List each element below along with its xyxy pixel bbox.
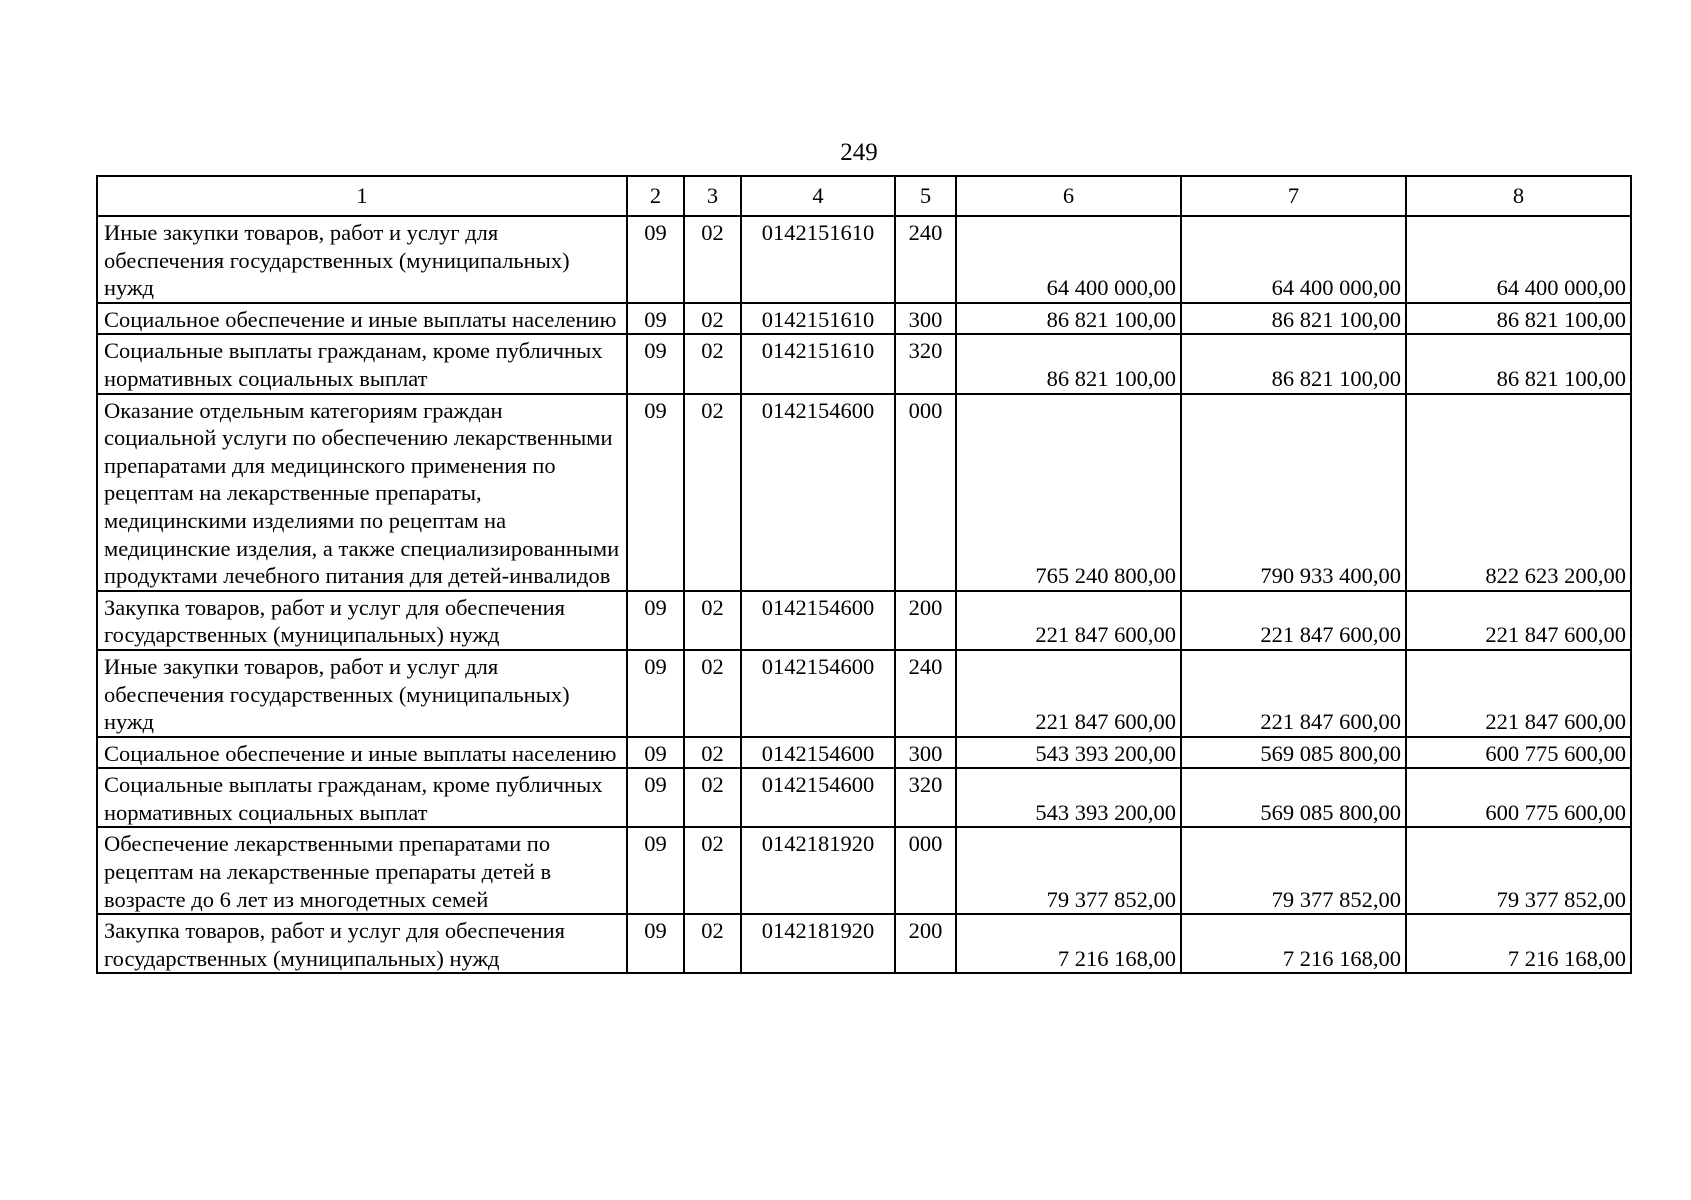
row-target-article-code: 0142181920 bbox=[741, 914, 895, 973]
row-target-article-code: 0142151610 bbox=[741, 303, 895, 335]
row-amount-col8: 221 847 600,00 bbox=[1406, 591, 1631, 650]
row-subsection-code: 02 bbox=[684, 394, 741, 591]
row-section-code: 09 bbox=[627, 394, 684, 591]
row-amount-col6: 221 847 600,00 bbox=[956, 650, 1181, 737]
row-subsection-code: 02 bbox=[684, 768, 741, 827]
row-target-article-code: 0142154600 bbox=[741, 394, 895, 591]
row-amount-col7: 7 216 168,00 bbox=[1181, 914, 1406, 973]
header-cell-7: 7 bbox=[1181, 176, 1406, 216]
row-amount-col7: 569 085 800,00 bbox=[1181, 768, 1406, 827]
row-amount-col7: 86 821 100,00 bbox=[1181, 334, 1406, 393]
row-subsection-code: 02 bbox=[684, 216, 741, 303]
table-row bbox=[97, 394, 1631, 591]
table-row bbox=[97, 303, 1631, 335]
row-amount-col6: 543 393 200,00 bbox=[956, 768, 1181, 827]
row-section-code: 09 bbox=[627, 768, 684, 827]
row-target-article-code: 0142154600 bbox=[741, 591, 895, 650]
row-amount-col6: 221 847 600,00 bbox=[956, 591, 1181, 650]
row-target-article-code: 0142154600 bbox=[741, 737, 895, 769]
header-cell-8: 8 bbox=[1406, 176, 1631, 216]
row-target-article-code: 0142151610 bbox=[741, 216, 895, 303]
table-row bbox=[97, 737, 1631, 769]
row-amount-col6: 86 821 100,00 bbox=[956, 303, 1181, 335]
row-subsection-code: 02 bbox=[684, 650, 741, 737]
table-row bbox=[97, 768, 1631, 827]
row-amount-col8: 86 821 100,00 bbox=[1406, 334, 1631, 393]
row-expense-type-code: 300 bbox=[895, 303, 956, 335]
row-expense-type-code: 320 bbox=[895, 768, 956, 827]
row-amount-col6: 543 393 200,00 bbox=[956, 737, 1181, 769]
page-number: 249 bbox=[840, 139, 878, 166]
row-name-cell: Иные закупки товаров, работ и услуг для обеспечения государственных (муниципальных) нужд bbox=[97, 650, 627, 737]
row-amount-col8: 7 216 168,00 bbox=[1406, 914, 1631, 973]
header-cell-2: 2 bbox=[627, 176, 684, 216]
row-name-cell: Социальное обеспечение и иные выплаты населению bbox=[97, 737, 627, 769]
budget-table bbox=[96, 175, 1632, 974]
table-row bbox=[97, 650, 1631, 737]
row-name-cell: Социальные выплаты гражданам, кроме публичных нормативных социальных выплат bbox=[97, 768, 627, 827]
row-amount-col6: 765 240 800,00 bbox=[956, 394, 1181, 591]
row-name-cell: Оказание отдельным категориям граждан социальной услуги по обеспечению лекарственными препаратами для медицинского применения по рецептам на лекарственные препараты, медицинскими изделиями по рецептам на медицинские изделия, а также специализированными продуктами лечебного питания для детей-инвалидов bbox=[97, 394, 627, 591]
row-name-cell: Закупка товаров, работ и услуг для обеспечения государственных (муниципальных) нужд bbox=[97, 591, 627, 650]
table-body bbox=[97, 176, 1631, 973]
row-section-code: 09 bbox=[627, 303, 684, 335]
row-amount-col7: 86 821 100,00 bbox=[1181, 303, 1406, 335]
row-section-code: 09 bbox=[627, 334, 684, 393]
row-section-code: 09 bbox=[627, 216, 684, 303]
row-amount-col7: 790 933 400,00 bbox=[1181, 394, 1406, 591]
row-amount-col7: 569 085 800,00 bbox=[1181, 737, 1406, 769]
row-name-cell: Иные закупки товаров, работ и услуг для обеспечения государственных (муниципальных) нужд bbox=[97, 216, 627, 303]
table-row bbox=[97, 591, 1631, 650]
row-name-cell: Закупка товаров, работ и услуг для обеспечения государственных (муниципальных) нужд bbox=[97, 914, 627, 973]
header-cell-3: 3 bbox=[684, 176, 741, 216]
row-target-article-code: 0142154600 bbox=[741, 768, 895, 827]
row-section-code: 09 bbox=[627, 591, 684, 650]
row-section-code: 09 bbox=[627, 650, 684, 737]
row-subsection-code: 02 bbox=[684, 827, 741, 914]
row-subsection-code: 02 bbox=[684, 334, 741, 393]
row-expense-type-code: 320 bbox=[895, 334, 956, 393]
row-amount-col7: 221 847 600,00 bbox=[1181, 591, 1406, 650]
row-amount-col6: 7 216 168,00 bbox=[956, 914, 1181, 973]
row-amount-col7: 64 400 000,00 bbox=[1181, 216, 1406, 303]
row-name-cell: Обеспечение лекарственными препаратами по рецептам на лекарственные препараты детей в возрасте до 6 лет из многодетных семей bbox=[97, 827, 627, 914]
header-cell-1: 1 bbox=[97, 176, 627, 216]
row-expense-type-code: 000 bbox=[895, 827, 956, 914]
row-subsection-code: 02 bbox=[684, 303, 741, 335]
row-amount-col8: 221 847 600,00 bbox=[1406, 650, 1631, 737]
row-section-code: 09 bbox=[627, 914, 684, 973]
row-name-cell: Социальные выплаты гражданам, кроме публичных нормативных социальных выплат bbox=[97, 334, 627, 393]
row-amount-col7: 79 377 852,00 bbox=[1181, 827, 1406, 914]
header-cell-5: 5 bbox=[895, 176, 956, 216]
row-subsection-code: 02 bbox=[684, 914, 741, 973]
table-row bbox=[97, 914, 1631, 973]
table-row bbox=[97, 216, 1631, 303]
row-amount-col6: 79 377 852,00 bbox=[956, 827, 1181, 914]
row-amount-col8: 79 377 852,00 bbox=[1406, 827, 1631, 914]
row-section-code: 09 bbox=[627, 737, 684, 769]
row-subsection-code: 02 bbox=[684, 737, 741, 769]
row-amount-col8: 822 623 200,00 bbox=[1406, 394, 1631, 591]
row-section-code: 09 bbox=[627, 827, 684, 914]
row-amount-col8: 86 821 100,00 bbox=[1406, 303, 1631, 335]
row-amount-col6: 86 821 100,00 bbox=[956, 334, 1181, 393]
row-expense-type-code: 200 bbox=[895, 914, 956, 973]
row-amount-col6: 64 400 000,00 bbox=[956, 216, 1181, 303]
row-subsection-code: 02 bbox=[684, 591, 741, 650]
row-expense-type-code: 000 bbox=[895, 394, 956, 591]
row-amount-col8: 64 400 000,00 bbox=[1406, 216, 1631, 303]
row-expense-type-code: 200 bbox=[895, 591, 956, 650]
row-amount-col8: 600 775 600,00 bbox=[1406, 737, 1631, 769]
row-expense-type-code: 240 bbox=[895, 650, 956, 737]
row-expense-type-code: 240 bbox=[895, 216, 956, 303]
row-amount-col7: 221 847 600,00 bbox=[1181, 650, 1406, 737]
row-expense-type-code: 300 bbox=[895, 737, 956, 769]
row-name-cell: Социальное обеспечение и иные выплаты населению bbox=[97, 303, 627, 335]
header-row bbox=[97, 176, 1631, 216]
header-cell-4: 4 bbox=[741, 176, 895, 216]
table-row bbox=[97, 827, 1631, 914]
row-target-article-code: 0142181920 bbox=[741, 827, 895, 914]
header-cell-6: 6 bbox=[956, 176, 1181, 216]
row-target-article-code: 0142151610 bbox=[741, 334, 895, 393]
row-target-article-code: 0142154600 bbox=[741, 650, 895, 737]
table-row bbox=[97, 334, 1631, 393]
row-amount-col8: 600 775 600,00 bbox=[1406, 768, 1631, 827]
